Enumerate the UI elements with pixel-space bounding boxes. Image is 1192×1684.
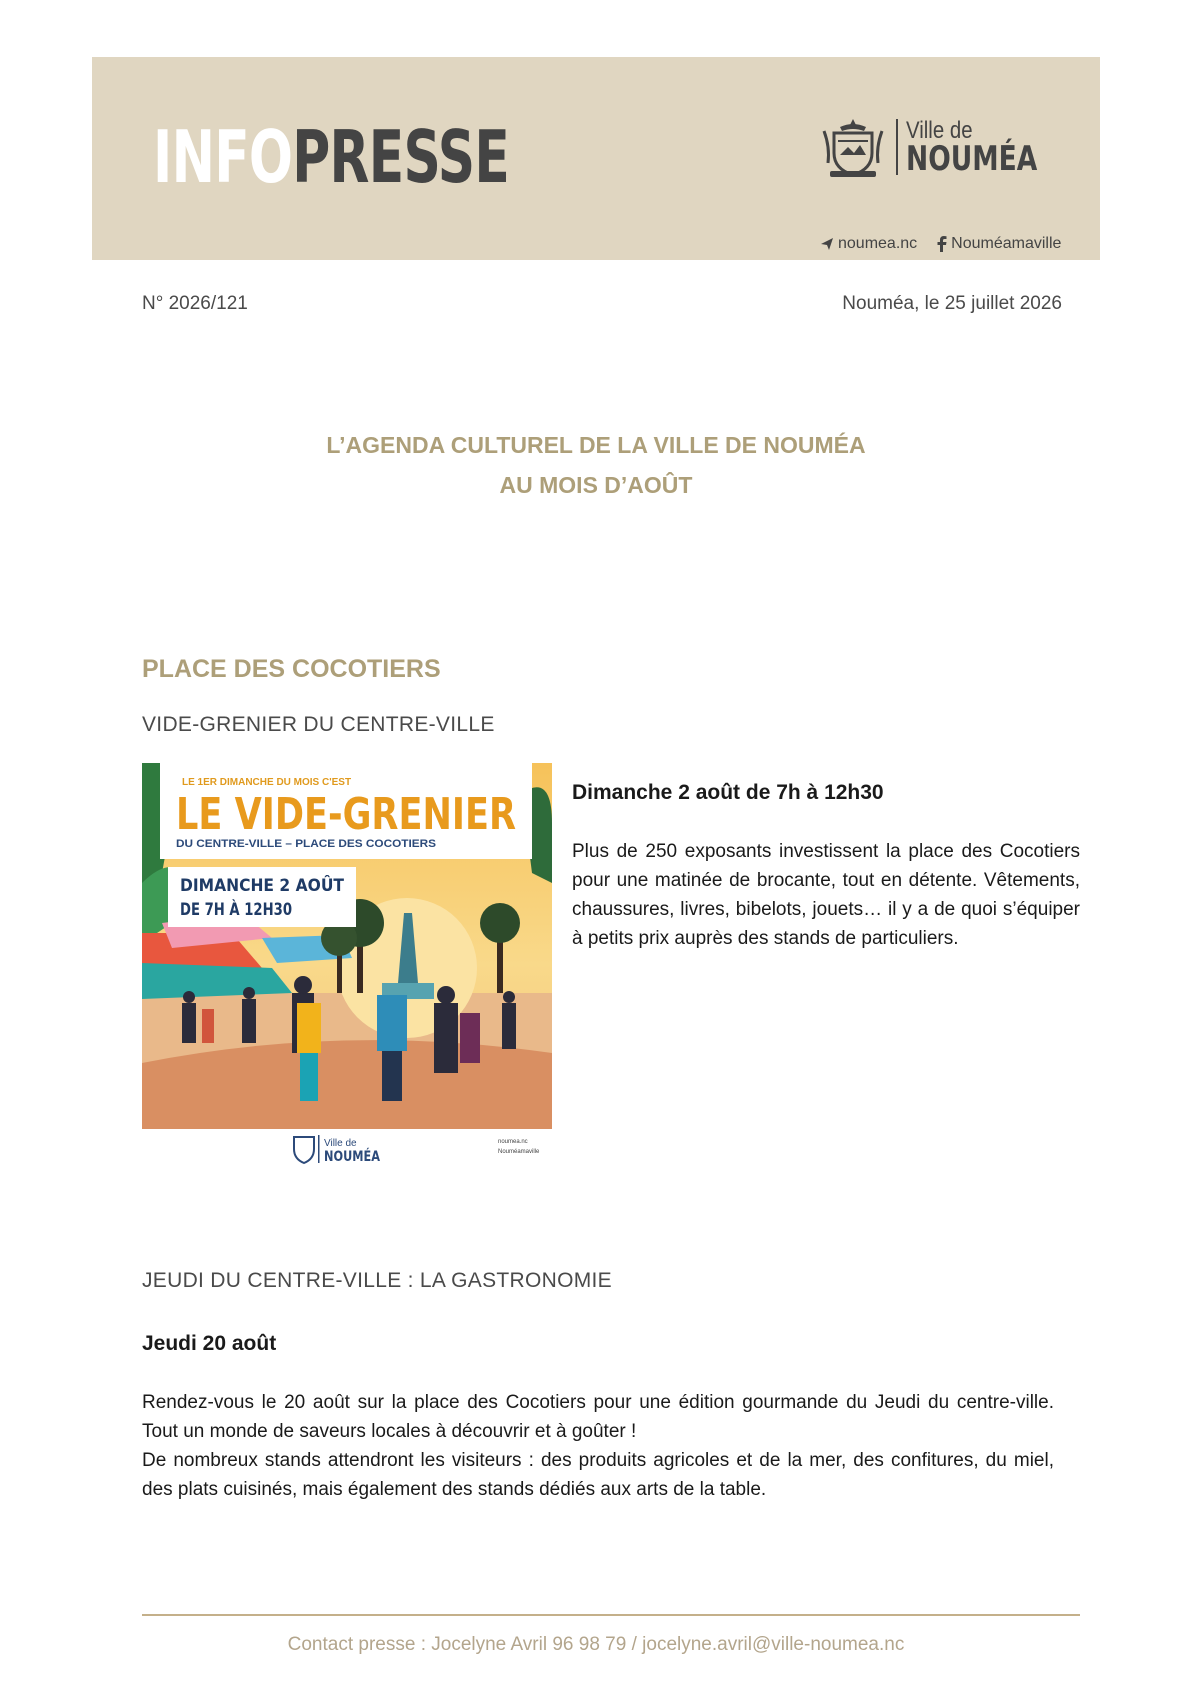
press-contact: Contact presse : Jocelyne Avril 96 98 79 / jocelyne.avril@ville-noumea.nc	[287, 1634, 905, 1655]
event2-date: Jeudi 20 août	[142, 1332, 277, 1355]
press-release-date: Nouméa, le 25 juillet 2026	[842, 293, 1062, 314]
send-icon	[820, 237, 834, 251]
website-link[interactable]: noumea.nc	[838, 235, 918, 252]
logo-divider	[896, 119, 898, 175]
poster-illustration	[142, 763, 552, 1165]
logo-city-name: NOUMÉA	[906, 139, 1038, 179]
vide-grenier-poster	[142, 763, 552, 1165]
poster-subline: DU CENTRE-VILLE – PLACE DES COCOTIERS	[176, 838, 436, 850]
facebook-link[interactable]: Nouméamaville	[951, 235, 1062, 252]
brand-word-info: INFO	[153, 115, 293, 199]
document-title-line2: AU MOIS D’AOÛT	[499, 472, 693, 498]
footer-divider	[142, 1614, 1080, 1616]
event2-description-1: Rendez-vous le 20 août sur la place des Cocotiers pour une édition gourmande du Jeudi du centre-ville. Tout un monde de saveurs locales à découvrir et à goûter !	[142, 1392, 1054, 1442]
poster-date-line2: DE 7H À 12H30	[180, 900, 325, 920]
header-band	[92, 57, 1100, 260]
logo-ville-de: Ville de	[906, 117, 973, 144]
document-title	[0, 425, 1192, 505]
event-title-vide-grenier: VIDE-GRENIER DU CENTRE-VILLE	[142, 713, 495, 736]
event-title-gastronomie: JEUDI DU CENTRE-VILLE : LA GASTRONOMIE	[142, 1269, 612, 1292]
poster-logo-city: NOUMÉA	[324, 1149, 394, 1165]
event1-description: Plus de 250 exposants investissent la place des Cocotiers pour une matinée de brocante, tout en détente. Vêtements, chaussures, livres, bibelots, jouets… il y a de quoi s’équiper à petits prix auprès des stands de particuliers.	[572, 841, 1080, 949]
document-title-line1: L’AGENDA CULTUREL DE LA VILLE DE NOUMÉA	[326, 432, 866, 458]
social-links	[820, 235, 1061, 253]
press-release-number: N° 2026/121	[142, 293, 248, 314]
city-crest-icon	[820, 117, 886, 179]
facebook-icon	[937, 236, 947, 252]
city-logo	[820, 117, 1062, 252]
poster-web: noumea.nc	[498, 1139, 528, 1145]
event1-date: Dimanche 2 août de 7h à 12h30	[572, 781, 884, 804]
brand-title	[153, 115, 510, 199]
poster-kicker: LE 1ER DIMANCHE DU MOIS C'EST	[182, 777, 352, 788]
brand-word-presse: PRESSE	[292, 115, 510, 199]
section-title: PLACE DES COCOTIERS	[142, 655, 441, 683]
poster-headline: LE VIDE-GRENIER	[176, 789, 516, 840]
event2-description-2: De nombreux stands attendront les visiteurs : des produits agricoles et de la mer, des confitures, du miel, des plats cuisinés, mais également des stands dédiés aux arts de la table.	[142, 1450, 1054, 1500]
poster-social: Nouméamaville	[498, 1149, 540, 1155]
poster-logo-ville-de: Ville de	[324, 1138, 357, 1149]
poster-date-line1: DIMANCHE 2 AOÛT	[180, 876, 360, 896]
